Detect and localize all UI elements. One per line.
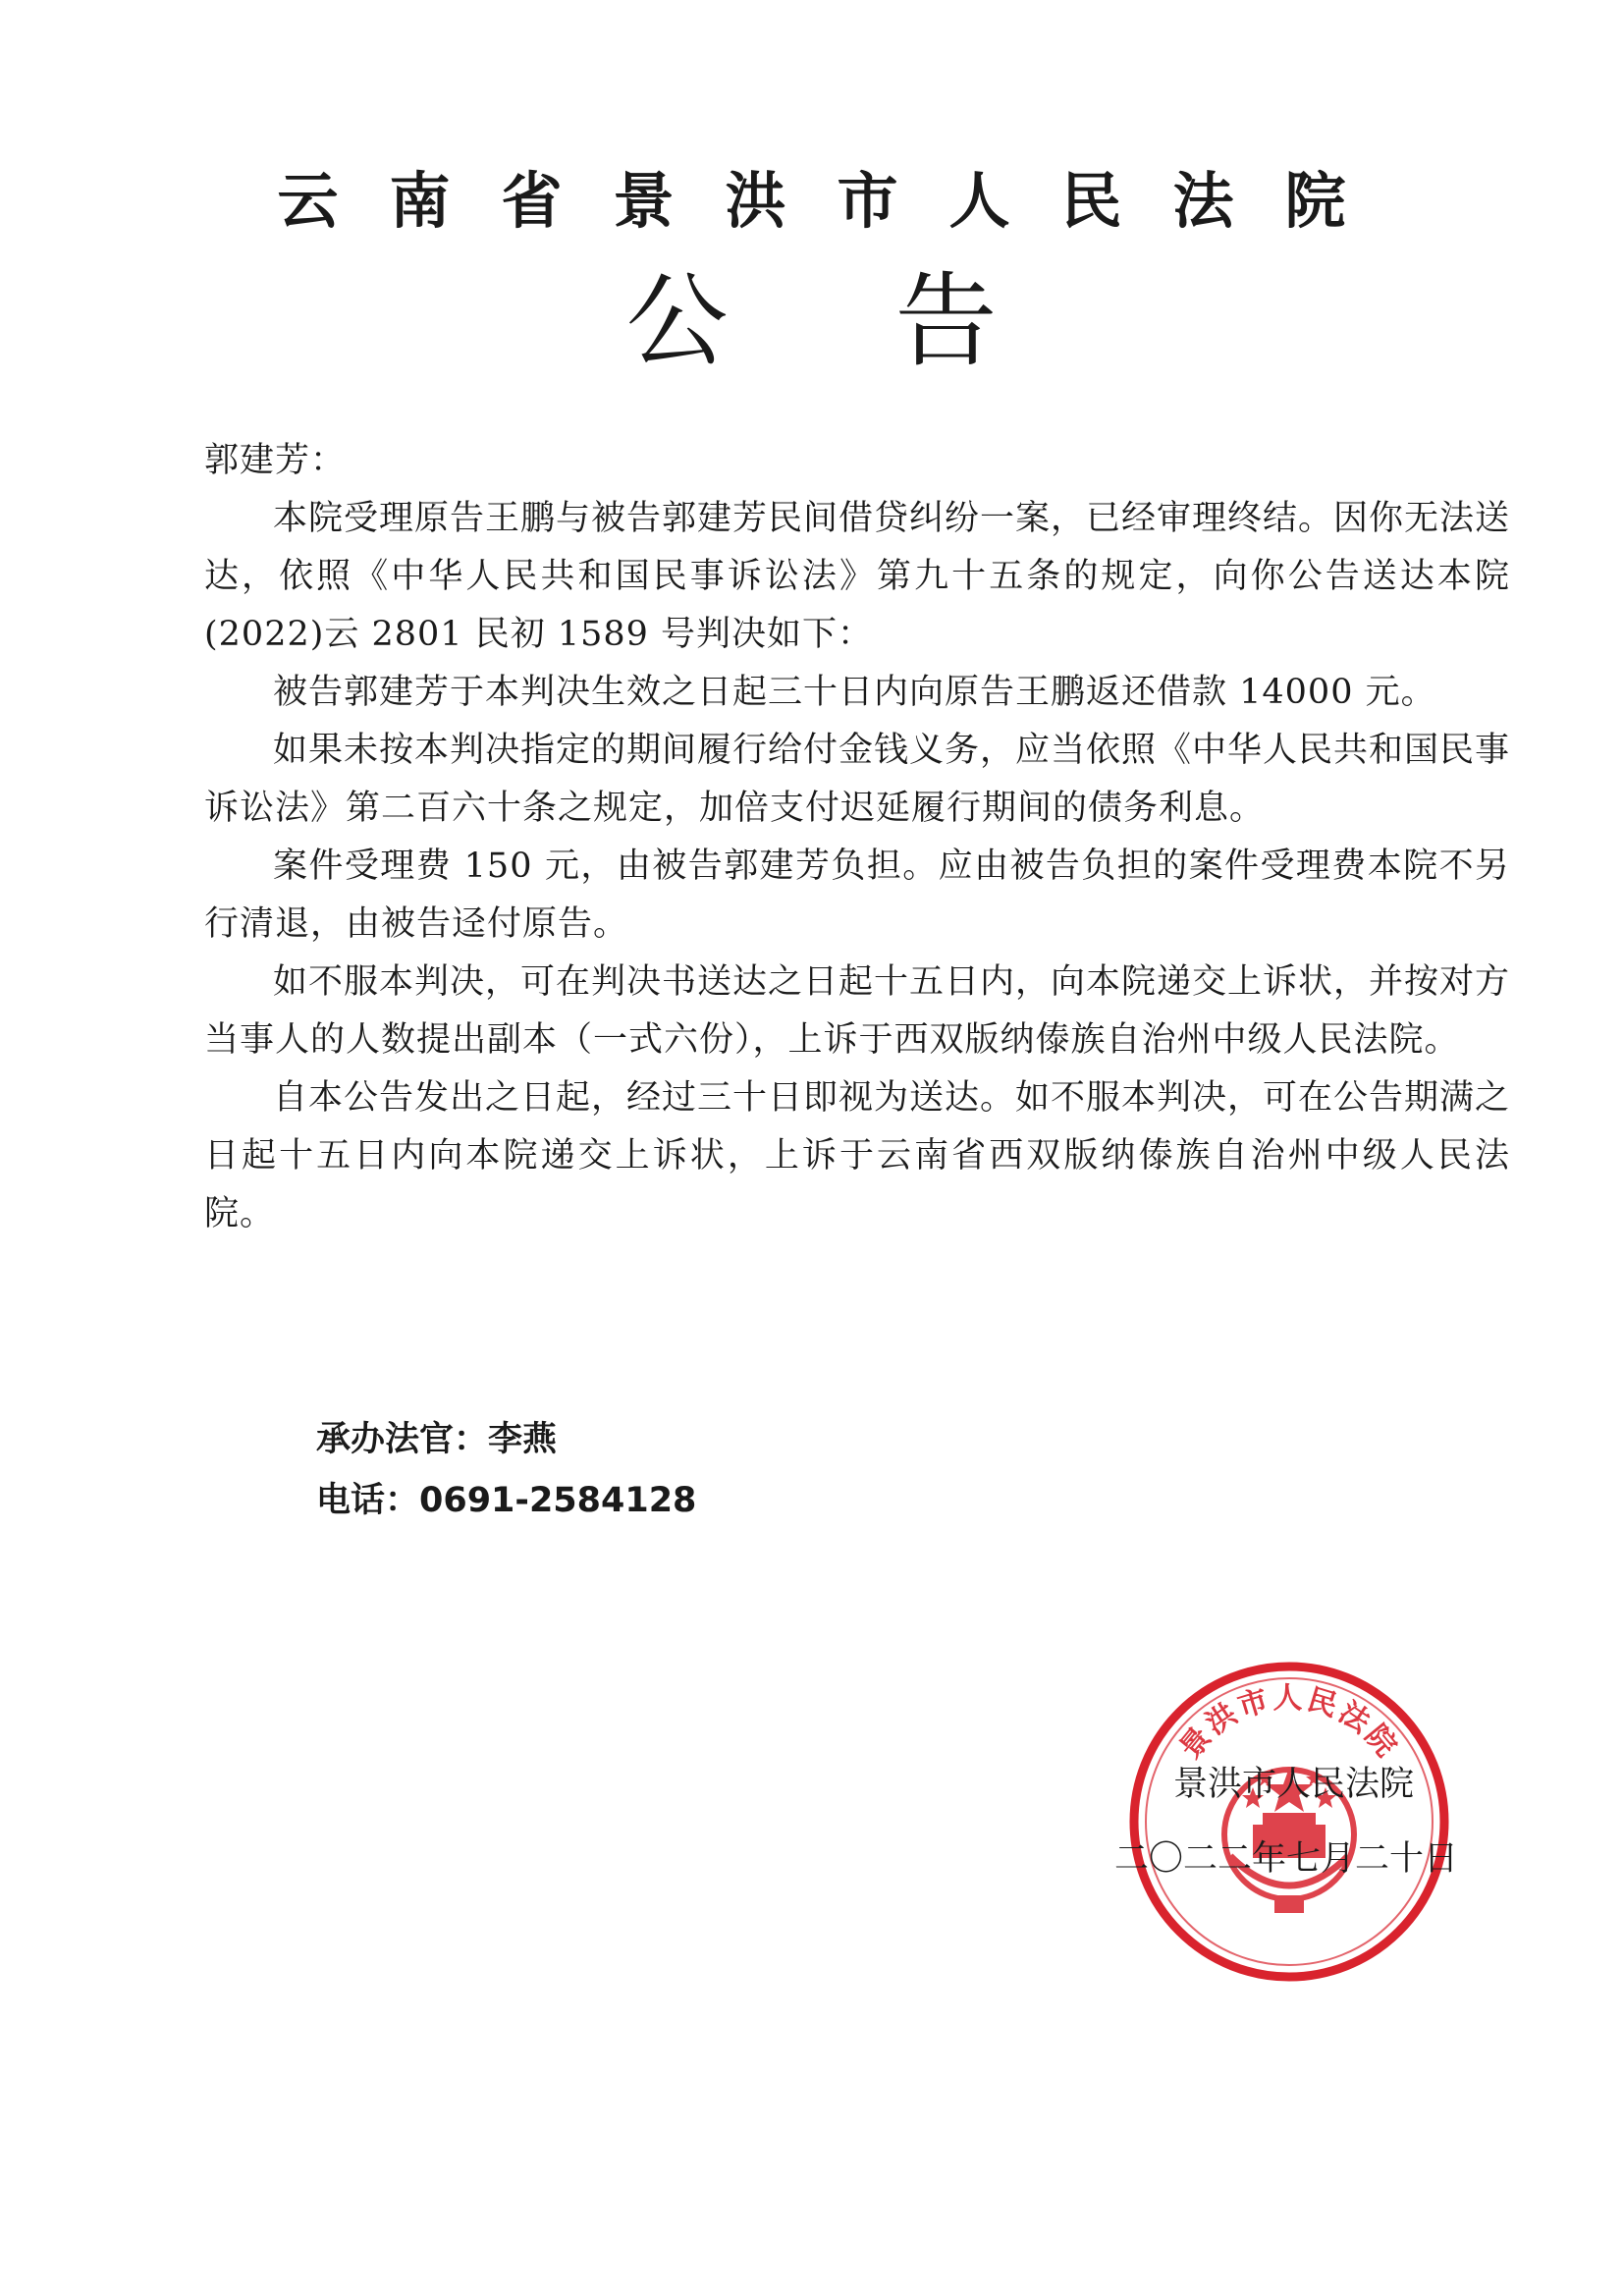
signature-date: 二〇二二年七月二十日 [1114, 1839, 1459, 1879]
court-name: 云南省景洪市人民法院 [277, 165, 1397, 237]
phone-line: 电话：0691-2584128 [316, 1481, 697, 1520]
signature-court: 景洪市人民法院 [1173, 1765, 1415, 1804]
paragraph-appeal: 如不服本判决，可在判决书送达之日起十五日内，向本院递交上诉状，并按对方当事人的人数提出副本（一式六份），上诉于西双版纳傣族自治州中级人民法院。 [204, 962, 1511, 1060]
document-title: 公告 [625, 261, 1164, 381]
contact-block [316, 1409, 696, 1531]
paragraph-case-intro: 本院受理原告王鹏与被告郭建芳民间借贷纠纷一案，已经审理终结。因你无法送达，依照《中华人民共和国民事诉讼法》第九十五条的规定，向你公告送达本院(2022)云 2801 民初 1589 号判决如下： [204, 499, 1511, 654]
announcement-body [204, 432, 1510, 1243]
paragraph-court-fee: 案件受理费 150 元，由被告郭建芳负担。应由被告负担的案件受理费本院不另行清退，由被告迳付原告。 [204, 847, 1510, 944]
paragraph-judgment: 被告郭建芳于本判决生效之日起三十日内向原告王鹏返还借款 14000 元。 [273, 673, 1436, 712]
addressee: 郭建芳： [204, 441, 347, 480]
paragraph-service: 自本公告发出之日起，经过三十日即视为送达。如不服本判决，可在公告期满之日起十五日内向本院递交上诉状，上诉于云南省西双版纳傣族自治州中级人民法院。 [204, 1078, 1511, 1233]
court-seal-icon [1127, 1660, 1451, 1984]
judge-line: 承办法官：李燕 [316, 1420, 558, 1459]
paragraph-interest: 如果未按本判决指定的期间履行给付金钱义务，应当依照《中华人民共和国民事诉讼法》第二百六十条之规定，加倍支付迟延履行期间的债务利息。 [204, 731, 1511, 828]
seal-text: 景洪市人民法院 [1173, 1681, 1405, 1766]
